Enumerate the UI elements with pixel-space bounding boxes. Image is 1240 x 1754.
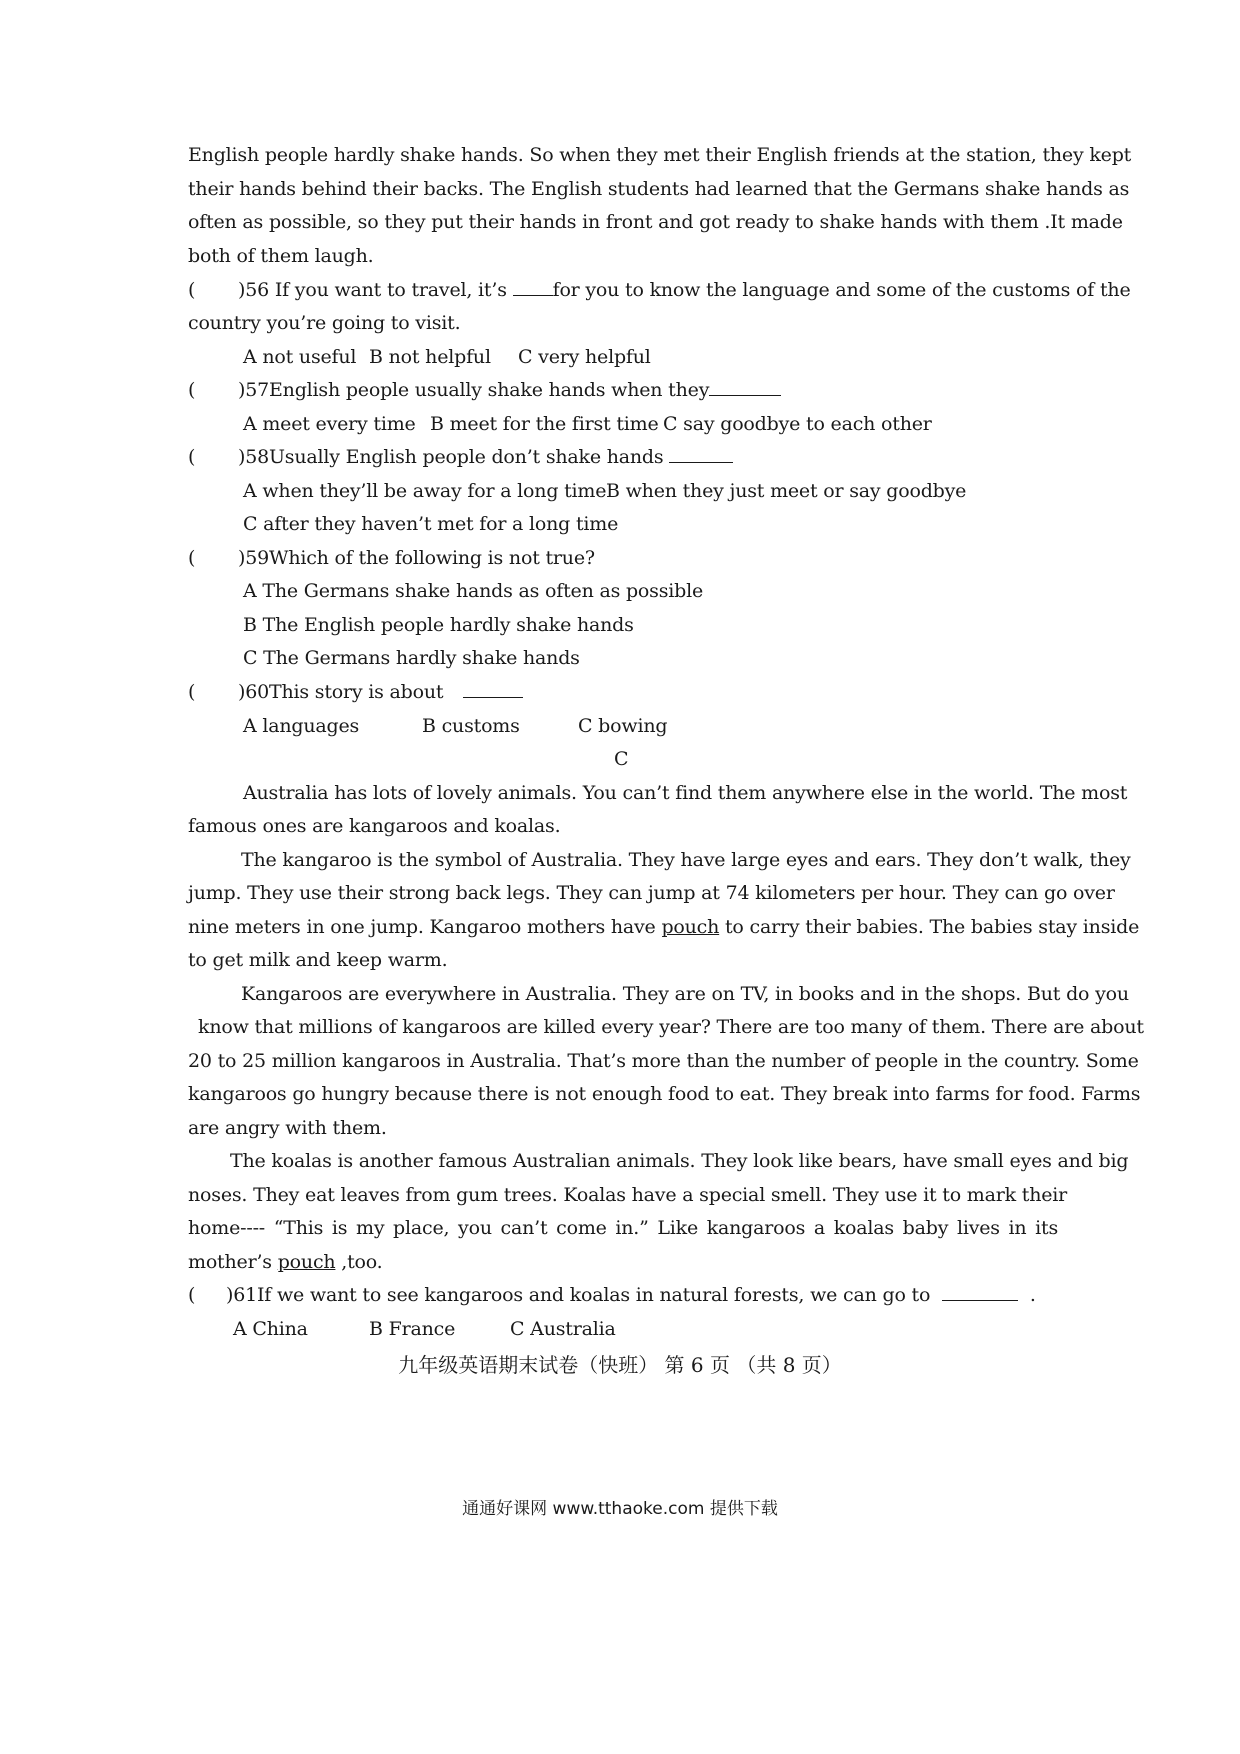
answer-paren: ( xyxy=(188,279,196,301)
option-c[interactable]: C The Germans hardly shake hands xyxy=(243,647,580,669)
option-a[interactable]: A not useful xyxy=(243,346,357,368)
question-56-text xyxy=(238,277,1131,303)
passage-line: kangaroos go hungry because there is not enough food to eat. They break into farms for food. Farms xyxy=(188,1083,1141,1105)
passage-line: 20 to 25 million kangaroos in Australia. That’s more than the number of people in the country. Some xyxy=(188,1050,1139,1072)
option-c[interactable]: C after they haven’t met for a long time xyxy=(243,513,619,535)
passage-line: jump. They use their strong back legs. They can jump at 74 kilometers per hour. They can go over xyxy=(188,882,1115,904)
answer-paren: ( xyxy=(188,446,196,468)
option-b[interactable]: B meet for the first time xyxy=(430,413,659,435)
question-61-text xyxy=(226,1282,1036,1308)
option-b[interactable]: B not helpful xyxy=(369,346,491,368)
option-c[interactable]: C Australia xyxy=(510,1318,616,1340)
question-59-stem: )59Which of the following is not true? xyxy=(238,547,595,569)
passage-line: to get milk and keep warm. xyxy=(188,949,448,971)
option-b[interactable]: B The English people hardly shake hands xyxy=(243,614,634,636)
passage-text: to carry their babies. The babies stay inside xyxy=(725,916,1140,938)
passage-text: ,too. xyxy=(341,1251,383,1273)
question-57-text xyxy=(238,377,781,403)
answer-blank[interactable] xyxy=(513,277,553,296)
answer-blank[interactable] xyxy=(709,377,781,396)
question-56-stem-end: for you to know the language and some of the customs of the xyxy=(552,279,1131,301)
passage-text: nine meters in one jump. Kangaroo mothers have xyxy=(188,916,656,938)
option-b[interactable]: B customs xyxy=(422,715,520,737)
passage-line: home---- “This is my place, you can’t come in.” Like kangaroos a koalas baby lives in its xyxy=(188,1217,1058,1239)
question-60-text xyxy=(238,679,523,705)
answer-blank[interactable] xyxy=(669,444,733,463)
passage-line: their hands behind their backs. The English students had learned that the Germans shake hands as xyxy=(188,178,1130,200)
option-a[interactable]: A China xyxy=(233,1318,308,1340)
passage-line: know that millions of kangaroos are killed every year? There are too many of them. There are about xyxy=(198,1016,1144,1038)
passage-line: both of them laugh. xyxy=(188,245,374,267)
option-a[interactable]: A languages xyxy=(243,715,360,737)
passage-line-with-underline xyxy=(188,1249,1058,1275)
passage-line-with-underline xyxy=(188,914,1140,940)
option-c[interactable]: C say goodbye to each other xyxy=(663,413,932,435)
section-c-heading: C xyxy=(614,748,629,770)
passage-line: The koalas is another famous Australian animals. They look like bears, have small eyes and big xyxy=(230,1150,1129,1172)
question-58-stem: )58Usually English people don’t shake hands xyxy=(238,446,664,468)
question-61-period: . xyxy=(1029,1284,1036,1306)
option-a[interactable]: A meet every time xyxy=(243,413,416,435)
option-b[interactable]: B France xyxy=(369,1318,456,1340)
answer-paren: ( xyxy=(188,681,196,703)
answer-paren: ( xyxy=(188,379,196,401)
passage-line: Australia has lots of lovely animals. You can’t find them anywhere else in the world. The most xyxy=(243,782,1128,804)
passage-line: The kangaroo is the symbol of Australia. They have large eyes and ears. They don’t walk, they xyxy=(241,849,1131,871)
question-57-stem: )57English people usually shake hands when they xyxy=(238,379,710,401)
download-credit: 通通好课网 www.tthaoke.com 提供下载 xyxy=(462,1499,778,1519)
underlined-word: pouch xyxy=(277,1251,336,1273)
passage-line: famous ones are kangaroos and koalas. xyxy=(188,815,561,837)
question-61-stem: )61If we want to see kangaroos and koalas in natural forests, we can go to xyxy=(226,1284,931,1306)
answer-blank[interactable] xyxy=(463,679,523,698)
option-b[interactable]: B when they just meet or say goodbye xyxy=(606,480,967,502)
option-a[interactable]: A The Germans shake hands as often as possible xyxy=(243,580,704,602)
question-56-stem: )56 If you want to travel, it’s xyxy=(238,279,507,301)
passage-line: Kangaroos are everywhere in Australia. They are on TV, in books and in the shops. But do you xyxy=(241,983,1129,1005)
answer-blank[interactable] xyxy=(942,1282,1018,1301)
option-c[interactable]: C bowing xyxy=(578,715,668,737)
question-56-line2: country you’re going to visit. xyxy=(188,312,461,334)
passage-line: are angry with them. xyxy=(188,1117,387,1139)
underlined-word: pouch xyxy=(661,916,720,938)
option-a[interactable]: A when they’ll be away for a long time xyxy=(243,480,607,502)
page-footer: 九年级英语期末试卷（快班） 第 6 页 （共 8 页） xyxy=(398,1353,842,1377)
answer-paren: ( xyxy=(188,547,196,569)
question-58-text xyxy=(238,444,733,470)
passage-line: English people hardly shake hands. So when they met their English friends at the station, they kept xyxy=(188,144,1132,166)
passage-line: often as possible, so they put their hands in front and got ready to shake hands with them .It made xyxy=(188,211,1123,233)
passage-text: mother’s xyxy=(188,1251,272,1273)
answer-paren: ( xyxy=(188,1284,196,1306)
passage-line: noses. They eat leaves from gum trees. Koalas have a special smell. They use it to mark their xyxy=(188,1184,1068,1206)
option-c[interactable]: C very helpful xyxy=(518,346,651,368)
question-60-stem: )60This story is about xyxy=(238,681,444,703)
